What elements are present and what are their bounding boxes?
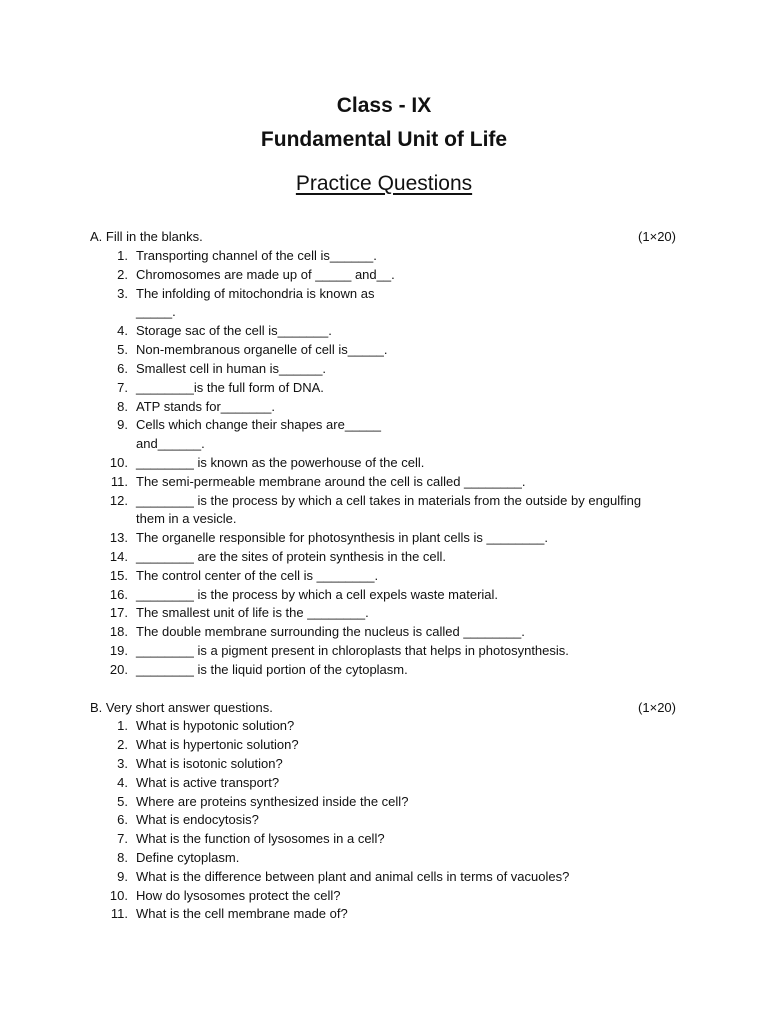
question-text: The control center of the cell is ________. xyxy=(136,568,379,583)
question-text: Storage sac of the cell is_______. xyxy=(136,323,332,338)
question-number: 2. xyxy=(117,267,128,282)
question-number: 3. xyxy=(117,286,128,301)
question-text: How do lysosomes protect the cell? xyxy=(136,888,341,903)
question-number: 6. xyxy=(117,361,128,376)
question-text: ATP stands for_______. xyxy=(136,399,276,414)
question-text-continued: and______. xyxy=(136,436,205,451)
question-text: What is isotonic solution? xyxy=(136,756,283,771)
question-number: 13. xyxy=(109,530,128,545)
question-number: 2. xyxy=(117,737,128,752)
section-a-marks: (1×20) xyxy=(638,229,676,244)
question-text: What is the cell membrane made of? xyxy=(136,906,348,921)
question-number: 15. xyxy=(109,568,128,583)
question-text: ________ is a pigment present in chloroplasts that helps in photosynthesis. xyxy=(136,643,569,658)
question-text: The double membrane surrounding the nucleus is called ________. xyxy=(136,624,525,639)
question-number: 14. xyxy=(109,549,128,564)
question-number: 20. xyxy=(109,662,128,677)
question-text: Cells which change their shapes are_____ xyxy=(136,417,381,432)
question-text: What is active transport? xyxy=(136,775,280,790)
question-number: 11. xyxy=(110,906,128,921)
class-label: Class - IX xyxy=(336,94,432,117)
question-text: ________ is known as the powerhouse of the cell. xyxy=(136,455,425,470)
question-number: 4. xyxy=(117,775,128,790)
question-text: The infolding of mitochondria is known as xyxy=(136,286,375,301)
question-number: 7. xyxy=(117,831,128,846)
section-b-title: B. Very short answer questions. xyxy=(90,700,273,715)
question-text-continued: _____. xyxy=(136,304,176,319)
question-text: The smallest unit of life is the ________. xyxy=(136,605,369,620)
question-text: Define cytoplasm. xyxy=(136,850,240,865)
question-number: 9. xyxy=(117,869,128,884)
question-number: 1. xyxy=(117,718,128,733)
question-text: ________ is the process by which a cell expels waste material. xyxy=(136,587,499,602)
question-number: 8. xyxy=(117,850,128,865)
question-number: 4. xyxy=(117,323,128,338)
question-text: ________ is the liquid portion of the cytoplasm. xyxy=(136,662,408,677)
question-number: 11. xyxy=(110,474,128,489)
question-number: 18. xyxy=(109,624,128,639)
question-text: The organelle responsible for photosynthesis in plant cells is ________. xyxy=(136,530,548,545)
question-text: Where are proteins synthesized inside the cell? xyxy=(136,794,409,809)
question-text: Smallest cell in human is______. xyxy=(136,361,327,376)
question-text: What is the difference between plant and animal cells in terms of vacuoles? xyxy=(136,869,570,884)
section-b-heading xyxy=(90,700,678,715)
chapter-title: Fundamental Unit of Life xyxy=(260,128,508,151)
question-text: What is endocytosis? xyxy=(136,812,259,827)
question-number: 3. xyxy=(117,756,128,771)
question-text: ________ is the process by which a cell takes in materials from the outside by engulfing xyxy=(136,493,642,508)
question-number: 10. xyxy=(109,455,128,470)
subtitle-text: Practice Questions xyxy=(295,172,473,195)
question-number: 16. xyxy=(109,587,128,602)
section-a-title: A. Fill in the blanks. xyxy=(90,229,203,244)
question-text-continued: them in a vesicle. xyxy=(136,511,237,526)
question-number: 8. xyxy=(117,399,128,414)
question-number: 7. xyxy=(117,380,128,395)
question-number: 9. xyxy=(117,417,128,432)
question-number: 10. xyxy=(109,888,128,903)
question-text: What is the function of lysosomes in a cell? xyxy=(136,831,385,846)
section-b-marks: (1×20) xyxy=(638,700,676,715)
question-text: What is hypotonic solution? xyxy=(136,718,295,733)
question-number: 17. xyxy=(109,605,128,620)
section-a-heading xyxy=(90,229,678,244)
question-text: Chromosomes are made up of _____ and__. xyxy=(136,267,395,282)
question-number: 12. xyxy=(109,493,128,508)
subtitle xyxy=(0,172,768,196)
question-text: Transporting channel of the cell is______. xyxy=(136,248,377,263)
question-number: 6. xyxy=(117,812,128,827)
question-number: 19. xyxy=(109,643,128,658)
question-number: 5. xyxy=(117,794,128,809)
question-text: ________is the full form of DNA. xyxy=(136,380,324,395)
question-text: ________ are the sites of protein synthesis in the cell. xyxy=(136,549,447,564)
question-text: The semi-permeable membrane around the cell is called ________. xyxy=(136,474,526,489)
question-text: What is hypertonic solution? xyxy=(136,737,299,752)
question-number: 5. xyxy=(117,342,128,357)
question-text: Non-membranous organelle of cell is_____. xyxy=(136,342,388,357)
question-number: 1. xyxy=(117,248,128,263)
